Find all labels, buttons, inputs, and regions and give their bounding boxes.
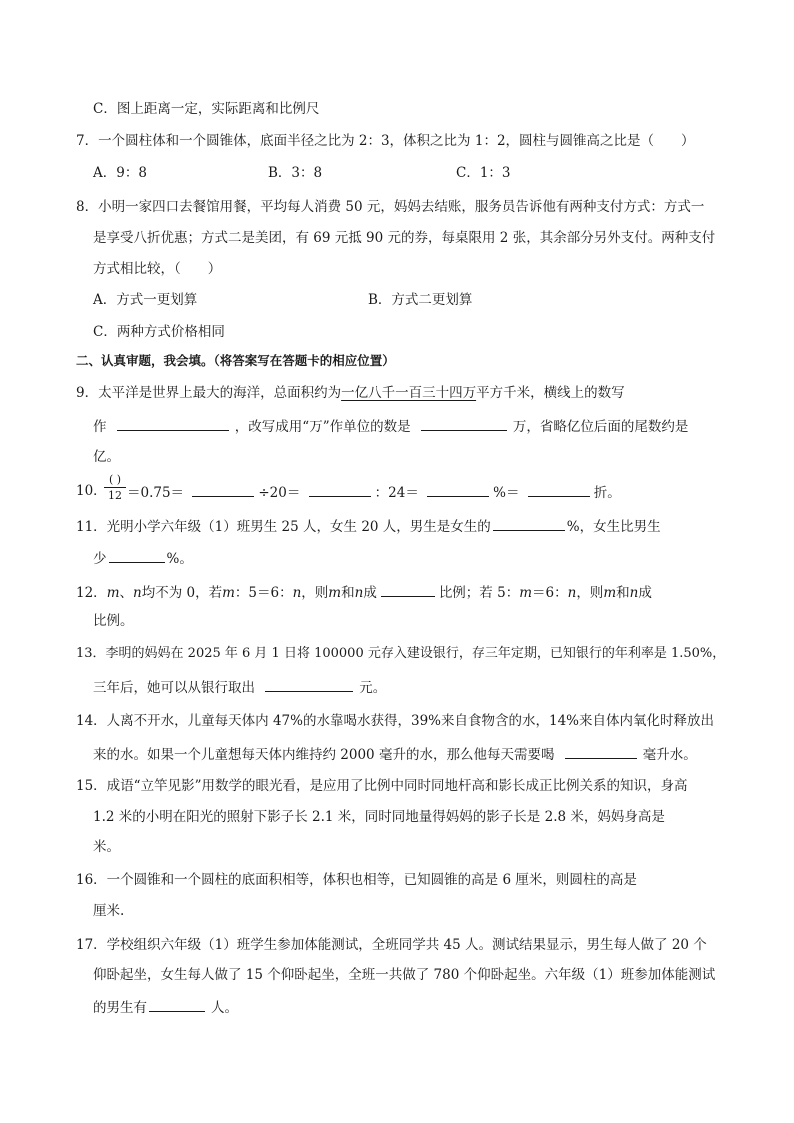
q17-text-1: 的男生有 (93, 1000, 147, 1016)
section-2-heading: 二、认真审题，我会填。（将答案写在答题卡的相应位置） (76, 353, 395, 368)
q16-line-1: 16．一个圆锥和一个圆柱的底面积相等，体积也相等，已知圆锥的高是 6 厘米，则圆柱的高是 (76, 872, 637, 888)
q7-stem: 7．一个圆柱体和一个圆锥体，底面半径之比为 2：3，体积之比为 1：2，圆柱与圆锥高之比是（ ） (76, 133, 695, 149)
q14-line-1: 14．人离不开水，儿童每天体内 47%的水靠喝水获得，39%来自食物含的水，14%来自体内氧化时释放出 (76, 713, 714, 729)
q9-line-3: 亿。 (93, 449, 120, 465)
q11-text-2: %，女生比男生 (566, 519, 661, 535)
q15-line-3: 米。 (93, 839, 120, 855)
q9-line-1 (76, 384, 625, 402)
q9-text-2: 平方千米，横线上的数写 (476, 385, 625, 401)
q8-line-3: 方式相比较，（ ） (93, 261, 222, 277)
q16-line-2: 厘米. (93, 903, 125, 919)
q8-line-2: 是享受八折优惠；方式二是美团，有 69 元抵 90 元的券，每桌限用 2 张，其余部分另外支付。两种支付 (93, 230, 716, 246)
q10-fraction-denominator: 12 (108, 489, 122, 502)
q14-blank-1[interactable] (565, 744, 637, 759)
q10-blank-3[interactable] (427, 482, 489, 497)
q10-blank-2[interactable] (309, 482, 371, 497)
q7-option-b: B．3：8 (268, 165, 323, 181)
q14-text-1: 来的水。如果一个儿童想每天体内维持约 2000 毫升的水，那么他每天需要喝 (93, 747, 555, 763)
q15-line-2: 1.2 米的小明在阳光的照射下影子长 2.1 米，同时同地量得妈妈的影子长是 2.8 米，妈妈身高是 (93, 809, 665, 825)
q17-text-2: 人。 (211, 1000, 238, 1016)
q12-var-n-4: n (567, 585, 577, 601)
q14-line-2 (93, 744, 697, 764)
q13-blank-1[interactable] (265, 677, 353, 692)
q11-text-4: %。 (166, 551, 193, 567)
q12-line-1 (76, 582, 652, 602)
q12-var-m-5: m (603, 585, 617, 601)
q9-blank-1[interactable] (117, 416, 229, 431)
q12-blank-1[interactable] (381, 582, 435, 597)
q8-option-b: B．方式二更划算 (368, 292, 473, 308)
q10-blank-4[interactable] (528, 482, 590, 497)
q8-line-1: 8．小明一家四口去餐馆用餐，平均每人消费 50 元，妈妈去结账，服务员告诉他有两种支付方式：方式一 (76, 199, 705, 215)
q12-text-5: 成 (363, 585, 377, 601)
q12-text-6: 比例；若 5： (438, 585, 520, 601)
q6-option-c: C．图上距离一定，实际距离和比例尺 (93, 101, 320, 117)
q12-var-m-4: m (519, 585, 533, 601)
q12-var-n: n (133, 585, 142, 601)
q12-text-2: ：5＝6： (234, 585, 293, 601)
q15-line-1: 15．成语“立竿见影”用数学的眼光看，是应用了比例中同时同地杆高和影长成正比例关系的知识，身高 (76, 778, 688, 794)
q12-text-9: 和 (616, 585, 630, 601)
q11-blank-1[interactable] (493, 516, 565, 531)
q14-text-2: 毫升水。 (642, 747, 697, 763)
q12-text-4: 和 (341, 585, 355, 601)
q12-var-n-3: n (354, 585, 364, 601)
q17-blank-1[interactable] (149, 997, 205, 1012)
q8-option-c: C．两种方式价格相同 (93, 324, 225, 340)
q10-text-3: ：24＝ (374, 485, 419, 501)
q12-sep: 、 (119, 585, 133, 601)
q11-line-1 (76, 516, 661, 536)
q8-option-a: A．方式一更划算 (93, 292, 198, 308)
q12-number: 12． (76, 585, 107, 601)
q9-underlined-number: 一亿八千一百三十四万 (341, 385, 477, 401)
q10-text-1: ＝0.75＝ (127, 485, 185, 501)
q12-var-m-2: m (222, 585, 235, 601)
q12-text-7: ＝6： (532, 585, 568, 601)
q11-blank-2[interactable] (109, 548, 165, 563)
q10-text-5: 折。 (593, 485, 621, 501)
q13-text-2: 元。 (359, 680, 387, 696)
q10-blank-1[interactable] (192, 482, 254, 497)
q12-line-2: 比例。 (93, 613, 134, 629)
q17-line-3 (93, 997, 238, 1017)
q11-text-3: 少 (93, 551, 107, 567)
q12-text-8: ，则 (576, 585, 604, 601)
q9-text-3: 作 (93, 419, 107, 435)
q12-text-3: ，则 (301, 585, 329, 601)
q12-var-n-2: n (292, 585, 302, 601)
q9-line-2 (93, 416, 688, 436)
q10-number: 10． (76, 483, 107, 499)
q10-text-2: ÷20＝ (258, 485, 301, 501)
q10-line (127, 482, 621, 502)
q12-text-1: 均不为 0，若 (141, 585, 223, 601)
q10-text-4: %＝ (493, 485, 520, 501)
q17-line-2: 仰卧起坐，女生每人做了 15 个仰卧起坐，全班一共做了 780 个仰卧起坐。六年级（1）班参加体能测试 (93, 967, 716, 983)
q13-line-1: 13．李明的妈妈在 2025 年 6 月 1 日将 100000 元存入建设银行，存三年定期，已知银行的年利率是 1.50%， (76, 646, 726, 661)
q7-option-c: C．1：3 (456, 165, 511, 181)
q10-fraction-numerator[interactable]: ( ) (104, 473, 126, 488)
q13-line-2 (93, 677, 386, 697)
q13-text-1: 三年后，她可以从银行取出 (93, 680, 255, 696)
q12-var-n-5: n (629, 585, 639, 601)
q12-var-m-3: m (328, 585, 342, 601)
q7-option-a: A．9：8 (93, 165, 147, 181)
q12-var-m: m (106, 585, 120, 601)
q9-blank-2[interactable] (421, 416, 507, 431)
q9-text-4: ，改写成用“万”作单位的数是 (234, 419, 411, 435)
q11-text-1: 11．光明小学六年级（1）班男生 25 人，女生 20 人，男生是女生的 (76, 519, 491, 535)
q11-line-2 (93, 548, 193, 568)
q9-text-5: 万，省略亿位后面的尾数约是 (512, 419, 689, 435)
q10-fraction (104, 473, 126, 502)
q12-text-10: 成 (638, 585, 652, 601)
q17-line-1: 17．学校组织六年级（1）班学生参加体能测试，全班同学共 45 人。测试结果显示，男生每人做了 20 个 (76, 937, 707, 953)
q9-text-1: 9．太平洋是世界上最大的海洋，总面积约为 (76, 385, 342, 401)
